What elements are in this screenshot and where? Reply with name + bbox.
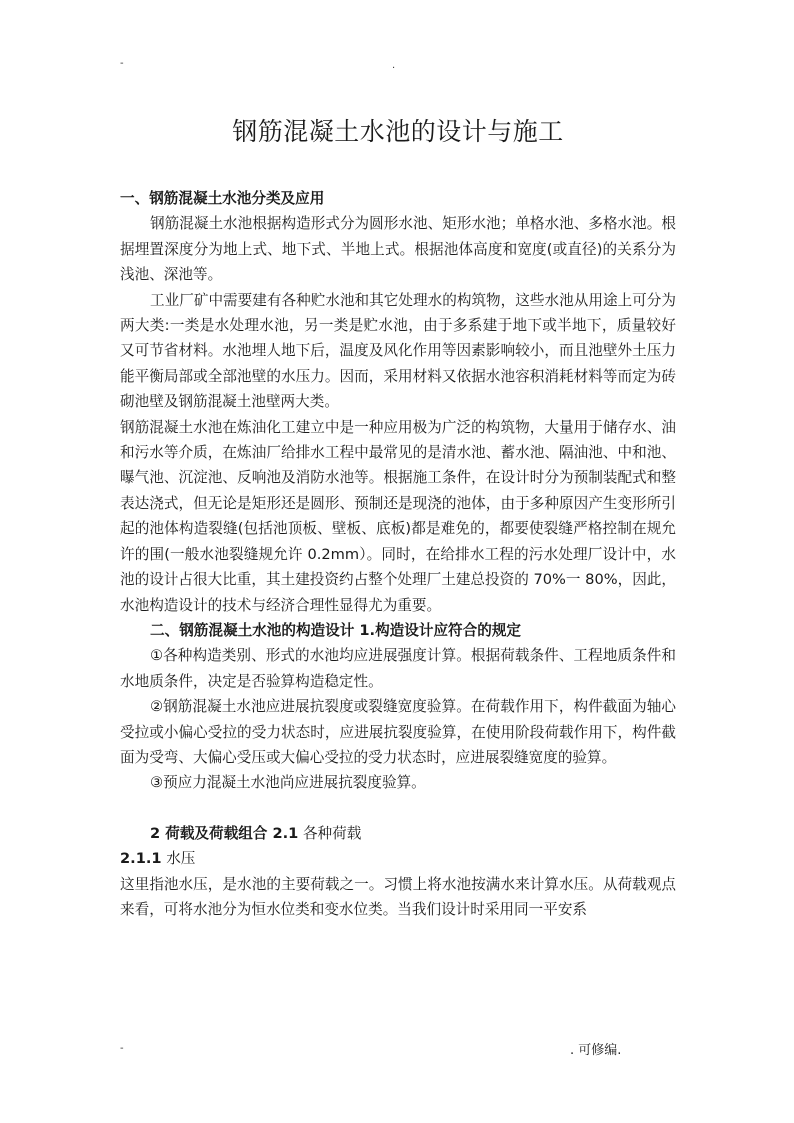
document-title: 钢筋混凝土水池的设计与施工 <box>232 117 564 146</box>
section1-paragraph-1: 钢筋混凝土水池根据构造形式分为圆形水池、矩形水池；单格水池、多格水池。根据埋置深度分为地上式、地下式、半地上式。根据池体高度和宽度(或直径)的关系分为浅池、深池等。 <box>120 215 676 284</box>
footer-note: . 可修编. <box>570 1043 622 1058</box>
document-body <box>120 112 676 922</box>
header-mark-left: - <box>120 58 124 69</box>
section3-heading-rest: 各种荷载 <box>298 824 362 842</box>
section3-subheading <box>120 846 676 871</box>
section1-heading: 一、钢筋混凝土水池分类及应用 <box>120 190 325 207</box>
header-mark-right: . <box>392 60 396 71</box>
section1-paragraph-2: 工业厂矿中需要建有各种贮水池和其它处理水的构筑物，这些水池从用途上可分为两大类:一类是水处理水池，另一类是贮水池，由于多系建于地下或半地下，质量较好又可节省材料。水池埋人地下后，温度及风化作用等因素影响较小，而且池壁外土压力能平衡局部或全部池壁的水压力。因而，采用材料又依据水池容积消耗材料等而定为砖砌池壁及钢筋混凝土池壁两大类。 <box>120 291 676 411</box>
section1-paragraph-3: 钢筋混凝土水池在炼油化工建立中是一种应用极为广泛的构筑物，大量用于储存水、油和污水等介质，在炼油厂给排水工程中最常见的是清水池、蓄水池、隔油池、中和池、曝气池、沉淀池、反响池及消防水池等。根据施工条件，在设计时分为预制装配式和整表达浇式，但无论是矩形还是圆形、预制还是现浇的池体，由于多种原因产生变形所引起的池体构造裂缝(包括池顶板、壁板、底板)都是难免的，都要使裂缝严格控制在规允许的围(一般水池裂缝规允许 0.2mm）。同时，在给排水工程的污水处理厂设计中，水池的设计占很大比重，其土建投资约占整个处理厂土建总投资的 70%一 80%，因此，水池构造设计的技术与经济合理性显得尤为重要。 <box>120 418 676 614</box>
section3-heading <box>120 821 676 846</box>
section2-heading: 二、钢筋混凝土水池的构造设计 1.构造设计应符合的规定 <box>150 621 522 639</box>
section3-subheading-bold: 2.1.1 <box>120 850 162 868</box>
footer-mark-left: - <box>120 1043 124 1054</box>
section3-subheading-rest: 水压 <box>161 850 196 868</box>
section-spacer <box>120 796 676 821</box>
section3-heading-bold: 2 荷载及荷载组合 2.1 <box>150 824 299 842</box>
section2-item-2: ②钢筋混凝土水池应进展抗裂度或裂缝宽度验算。在荷载作用下，构件截面为轴心受拉或小偏心受拉的受力状态时，应进展抗裂度验算，在使用阶段荷载作用下，构件截面为受弯、大偏心受压或大偏心受拉的受力状态时，应进展裂缝宽度的验算。 <box>120 698 676 766</box>
section3-paragraph-1: 这里指池水压，是水池的主要荷载之一。习惯上将水池按满水来计算水压。从荷载观点来看，可将水池分为恒水位类和变水位类。当我们设计时采用同一平安系 <box>120 875 676 918</box>
section2-item-3: ③预应力混凝土水池尚应进展抗裂度验算。 <box>150 774 426 792</box>
section2-item-1: ①各种构造类别、形式的水池均应进展强度计算。根据荷载条件、工程地质条件和水地质条件，决定是否验算构造稳定性。 <box>120 647 676 690</box>
